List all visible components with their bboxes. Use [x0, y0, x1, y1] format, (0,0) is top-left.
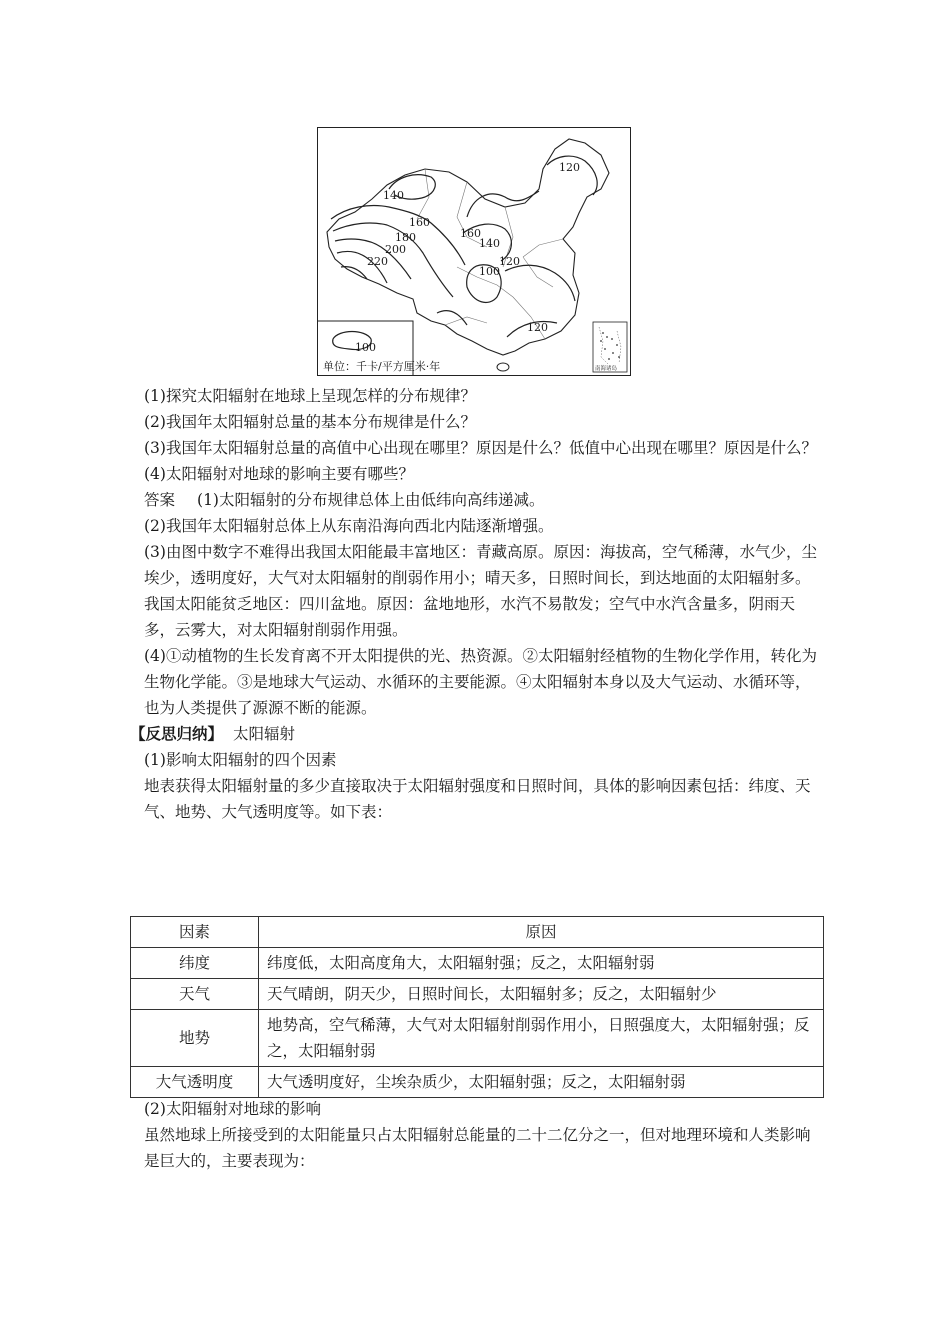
map-frame [318, 128, 631, 376]
contour-label: 160 [460, 227, 481, 240]
table-cell-reason: 地势高，空气稀薄，大气对太阳辐射削弱作用小，日照强度大，太阳辐射强；反之，太阳辐射弱 [259, 1010, 824, 1067]
summary-title: 太阳辐射 [233, 725, 296, 743]
section-2-text: 虽然地球上所接受到的太阳能量只占太阳辐射总能量的二十二亿分之一，但对地理环境和人类影响是巨大的，主要表现为： [144, 1126, 811, 1170]
inset-label: 南海诸岛 [595, 366, 618, 372]
question-3: (3)我国年太阳辐射总量的高值中心出现在哪里？原因是什么？低值中心出现在哪里？原因是什么？ [144, 439, 817, 457]
section-2-heading: (2)太阳辐射对地球的影响 [144, 1100, 321, 1118]
legend-value: 100 [355, 341, 376, 354]
table-cell-factor: 纬度 [131, 948, 259, 979]
qa-block [130, 383, 824, 825]
table-row [131, 1010, 824, 1067]
table-row [131, 979, 824, 1010]
answer-label: 答案 [144, 491, 176, 509]
table-cell-factor: 大气透明度 [131, 1067, 259, 1098]
question-2: (2)我国年太阳辐射总量的基本分布规律是什么？ [144, 413, 476, 431]
solar-radiation-map [317, 127, 631, 376]
contour-label: 120 [559, 161, 580, 174]
table-cell-reason: 天气晴朗，阴天少，日照时间长，太阳辐射多；反之，太阳辐射少 [259, 979, 824, 1010]
section-2 [144, 1096, 824, 1174]
contour-label: 140 [479, 237, 500, 250]
contour-label: 100 [479, 265, 500, 278]
summary-s1-text: 地表获得太阳辐射量的多少直接取决于太阳辐射强度和日照时间，具体的影响因素包括：纬度、天气、地势、大气透明度等。如下表： [144, 777, 811, 821]
table-cell-reason: 纬度低，太阳高度角大，太阳辐射强；反之，太阳辐射弱 [259, 948, 824, 979]
china-radiation-map-svg [317, 127, 631, 376]
table-header: 因素 [131, 917, 259, 948]
table-cell-factor: 天气 [131, 979, 259, 1010]
summary-tag: 【反思归纳】 [130, 724, 224, 743]
unit-label: 单位：千卡/平方厘米·年 [323, 360, 441, 373]
contour-label: 180 [395, 231, 416, 244]
contour-label: 120 [499, 255, 520, 268]
answer-4: (4)①动植物的生长发育离不开太阳提供的光、热资源。②太阳辐射经植物的生物化学作用，转化为生物化学能。③是地球大气运动、水循环的主要能源。④太阳辐射本身以及大气运动、水循环等，也为人类提供了源源不断的能源。 [144, 647, 817, 717]
answer-1-line [144, 487, 824, 513]
question-4: (4)太阳辐射对地球的影响主要有哪些？ [144, 465, 414, 483]
table-cell-factor: 地势 [131, 1010, 259, 1067]
contour-label: 200 [385, 243, 406, 256]
table-header-row [131, 917, 824, 948]
south-sea-inset [593, 322, 627, 372]
summary-s1-heading: (1)影响太阳辐射的四个因素 [144, 751, 337, 769]
contour-label: 160 [409, 216, 430, 229]
contour-label: 140 [383, 189, 404, 202]
table-header: 原因 [259, 917, 824, 948]
table-row [131, 948, 824, 979]
answer-3: (3)由图中数字不难得出我国太阳能最丰富地区：青藏高原。原因：海拔高，空气稀薄，水气少，尘埃少，透明度好，大气对太阳辐射的削弱作用小；晴天多，日照时间长，到达地面的太阳辐射多。 [144, 543, 817, 587]
table-cell-reason: 大气透明度好，尘埃杂质少，太阳辐射强；反之，太阳辐射弱 [259, 1067, 824, 1098]
answer-1: (1)太阳辐射的分布规律总体上由低纬向高纬递减。 [197, 491, 545, 509]
factor-table [130, 916, 824, 1098]
answer-2: (2)我国年太阳辐射总体上从东南沿海向西北内陆逐渐增强。 [144, 517, 554, 535]
answer-3b: 我国太阳能贫乏地区：四川盆地。原因：盆地地形，水汽不易散发；空气中水汽含量多，阴雨天多，云雾大，对太阳辐射削弱作用强。 [144, 595, 796, 639]
contour-label: 220 [367, 255, 388, 268]
question-1: (1)探究太阳辐射在地球上呈现怎样的分布规律？ [144, 387, 476, 405]
contour-label: 120 [527, 321, 548, 334]
table-row [131, 1067, 824, 1098]
summary-heading [130, 721, 824, 747]
